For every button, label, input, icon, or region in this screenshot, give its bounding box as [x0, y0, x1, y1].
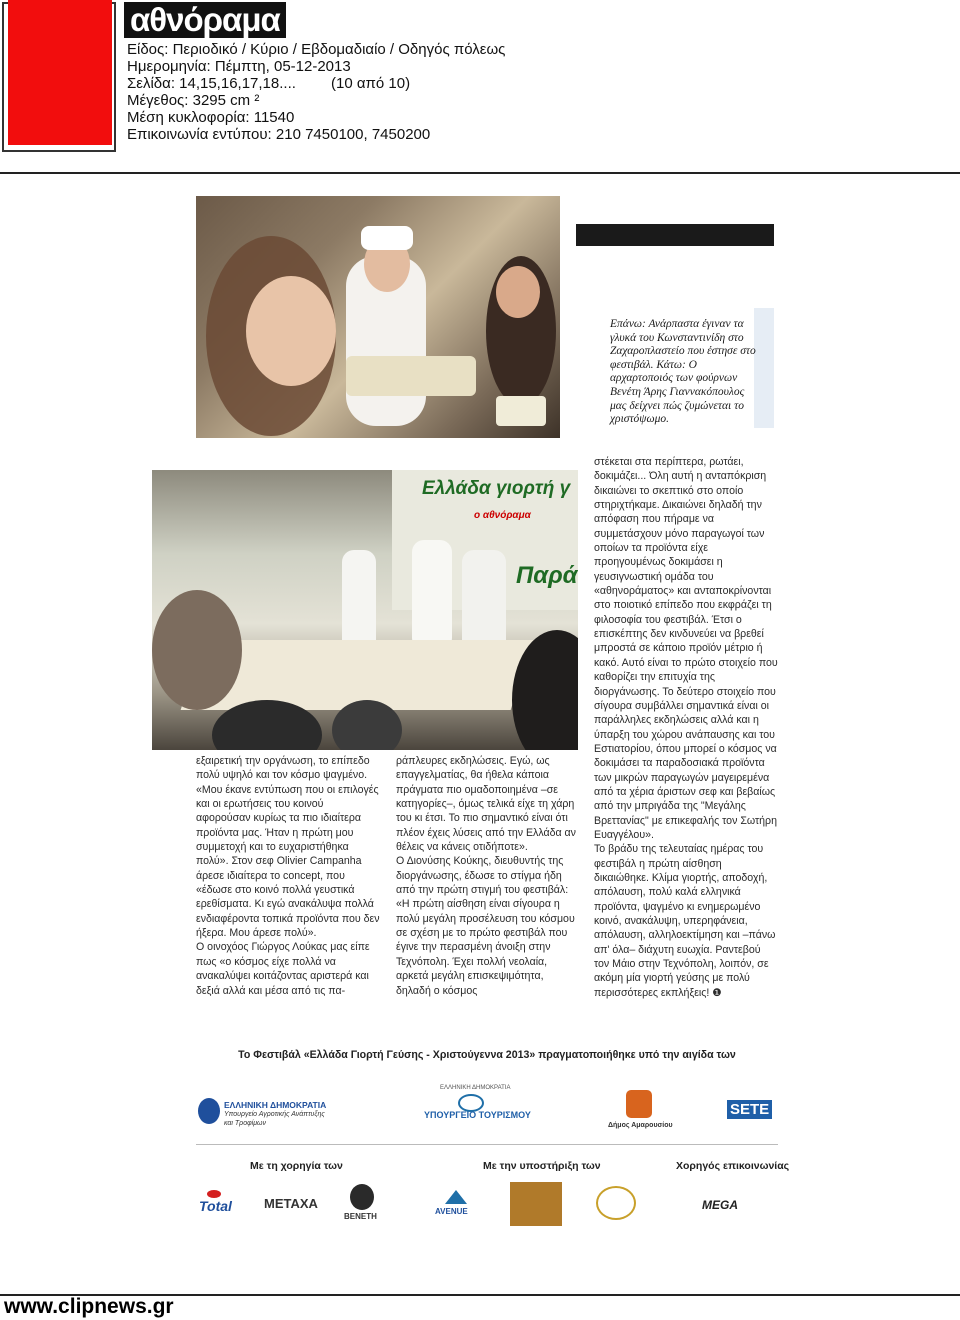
sponsor-avenue: AVENUE	[435, 1207, 468, 1216]
patron-1-sub2: και Τροφίμων	[224, 1120, 266, 1127]
banner-line1: Ελλάδα γιορτή γ	[422, 478, 571, 499]
comm-sponsor-label: Χορηγός επικοινωνίας	[676, 1160, 790, 1172]
photo-caption: Επάνω: Ανάρπαστα έγιναν τα γλυκά του Κωνσταντινίδη στο Ζαχαροπλαστείο που έστησε στο φεστιβάλ. Κάτω: Ο αρχαρτοποιός των φούρνων Βενέτη Άρης Γιαννακόπουλος μας δείχνει πώς ζυμώνεται το χριστόψωμο.	[610, 318, 756, 426]
patron-1-sub1: Υπουργείο Αγροτικής Ανάπτυξης	[224, 1111, 325, 1118]
patron-2-name: ΥΠΟΥΡΓΕΙΟ ΤΟΥΡΙΣΜΟΥ	[424, 1110, 531, 1120]
sponsor-total: Total	[199, 1198, 232, 1214]
patron-3-name: Δήμος Αμαρουσίου	[608, 1122, 673, 1129]
article-column-2: ράπλευρες εκδηλώσεις. Εγώ, ως επαγγελματίας, θα ήθελα κάποια πράγματα πιο ομαδοποιημένα –σε κατηγορίες–, όμως τελικά είχε τη χάρη του κι έτσι. Το πιο σημαντικό είναι ότι πλέον έχεις λύσεις από την Ελλάδα αν θέλεις να κάνεις οτιδήποτε». Ο Διονύσης Κούκης, διευθυντής της διοργάνωσης, έδωσε το στίγμα ήδη από την πρώτη στιγμή του φεστιβάλ: «Η πρώτη αίσθηση είναι σίγουρα η πολύ μεγάλη προσέλευση του κόσμου σε σχέση με το πρώτο φεστιβάλ που έγινε την περασμένη άνοιξη στην Τεχνόπολη. Έχει πολλή νεολαία, αρκετά μεγάλη επισκεψιμότητα, δηλαδή ο κόσμος	[396, 755, 576, 997]
maroussi-logo-icon	[626, 1090, 652, 1118]
support-label: Με την υποστήριξη των	[483, 1160, 601, 1172]
sponsorship-label: Με τη χορηγία των	[250, 1160, 343, 1172]
patron-4-name: SETE	[727, 1100, 772, 1119]
grande-bretagne-logo	[510, 1182, 562, 1226]
photo-bread-demo	[152, 470, 578, 750]
chefs-club-logo	[596, 1186, 636, 1220]
meta-type: Είδος: Περιοδικό / Κύριο / Εβδομαδιαίο / Οδηγός πόλεως	[127, 41, 506, 58]
footer-url[interactable]: www.clipnews.gr	[4, 1295, 174, 1318]
article-column-3: στέκεται στα περίπτερα, ρωτάει, δοκιμάζει... Όλη αυτή η ανταπόκριση δικαιώνει το σκεπτικό στο οποίο στηριχτήκαμε. Δικαιώνει δηλαδή την απόφαση που πήραμε να συμμετάσχουν μόνο παραγωγοί των οποίων τα προϊόντα είχε προηγουμένως δοκιμάσει η γευσιγνωστική ομάδα του «αθηνοράματος» και ανταποκρίνονται στο ποιοτικό επίπεδο που εκφράζει τη φιλοσοφία του φεστιβάλ. Έτσι ο επισκέπτης δεν κινδυνεύει να βρεθεί μπροστά σε κάποιο προϊόν μέτριο ή κακό. Αυτό είναι το πρώτο στοιχείο που καθορίζει την επιτυχία της διοργάνωσης. Το δεύτερο στοιχείο που σίγουρα συμβάλλει σημαντικά είναι οι παράλληλες εκδηλώσεις αλλά και η ύπαρξη του χώρου ανάπαυσης και του Εστιατορίου, όπου μπορεί ο κόσμος να δοκιμάσει τα παραδοσιακά προϊόντα των μικρών παραγωγών μαγειρεμένα από τα χέρια άριστων σεφ και βεβαίως από την μπριγάδα της "Μεγάλης Βρεττανίας" με επικεφαλής τον Σωτήρη Ευαγγέλου». Το βράδυ της τελευταίας ημέρας του φεστιβάλ η πρώτη αίσθηση δικαιώθηκε. Κλίμα γιορτής, αποδοχή, απόλαυση, πολύ καλά ελληνικά προϊόντα, ψαγμένο κι ενημερωμένο κοινό, ανακάλυψη, υπερηφάνεια, απόλαυση, αλληλοεκτίμηση και –πάνω απ' όλα– διάχυτη ευωχία. Ραντεβού τον Μάιο στην Τεχνόπολη, λοιπόν, σε ακόμη μία γιορτή γεύσης με πολύ περισσότερες εκπλήξεις! ❶	[594, 456, 778, 999]
sponsor-metaxa: METAXA	[264, 1196, 318, 1211]
meta-pages: Σελίδα: 14,15,16,17,18....	[127, 75, 296, 92]
patron-2-sub: ΕΛΛΗΝΙΚΗ ΔΗΜΟΚΡΑΤΙΑ	[440, 1085, 511, 1091]
veneti-logo-icon	[350, 1184, 374, 1210]
meta-date: Ημερομηνία: Πέμπτη, 05-12-2013	[127, 58, 351, 75]
patron-1-name: ΕΛΛΗΝΙΚΗ ΔΗΜΟΚΡΑΤΙΑ	[224, 1100, 327, 1110]
sponsors-heading: Το Φεστιβάλ «Ελλάδα Γιορτή Γεύσης - Χριστούγεννα 2013» πραγματοποιήθηκε υπό την αιγίδα των	[238, 1049, 736, 1061]
total-logo-icon	[207, 1190, 221, 1198]
meta-contact: Επικοινωνία εντύπου: 210 7450100, 7450200	[127, 126, 431, 143]
sponsor-mega: MEGA	[702, 1198, 738, 1212]
dark-band	[576, 224, 774, 246]
banner-line3: Παρά	[516, 562, 578, 589]
sponsor-veneti: ΒΕΝΕΤΗ	[344, 1212, 377, 1221]
meta-page-count: (10 από 10)	[331, 75, 411, 92]
article-column-1: εξαιρετική την οργάνωση, το επίπεδο πολύ υψηλό και τον κόσμο ψαγμένο. «Μου έκανε εντύπωση που οι επιλογές και οι ερωτήσεις του κοινού αφορούσαν κυρίως τα πιο ιδιαίτερα προϊόντα μας. Ήταν η πρώτη μου συμμετοχή και το ευχαριστήθηκα πολύ». Στον σεφ Olivier Campanha άρεσε ιδιαίτερα το concept, που «έδωσε στο κοινό πολλά γευστικά ερεθίσματα. Κι εγώ ανακάλυψα πολλά ενδιαφέροντα τοπικά προϊόντα που δεν ήξερα. Μου άρεσε πολύ». Ο οινοχόος Γιώργος Λούκας μας είπε πως «ο κόσμος είχε πολλά να ανακαλύψει κοιτάζοντας αριστερά και δεξιά αλλά και μέσα από τις πα-	[196, 755, 380, 997]
meta-size: Μέγεθος: 3295 cm ²	[127, 92, 260, 109]
photo-pastry-stand	[196, 196, 560, 438]
greek-emblem-icon	[198, 1098, 220, 1124]
red-block	[8, 0, 112, 145]
meta-circulation: Μέση κυκλοφορία: 11540	[127, 109, 295, 126]
publication-logo: αθνόραμα	[124, 2, 286, 38]
banner-line2: ο αθνόραμα	[474, 510, 531, 521]
sponsor-divider	[196, 1144, 778, 1145]
header-divider	[0, 172, 960, 174]
avenue-logo-icon	[445, 1190, 467, 1204]
